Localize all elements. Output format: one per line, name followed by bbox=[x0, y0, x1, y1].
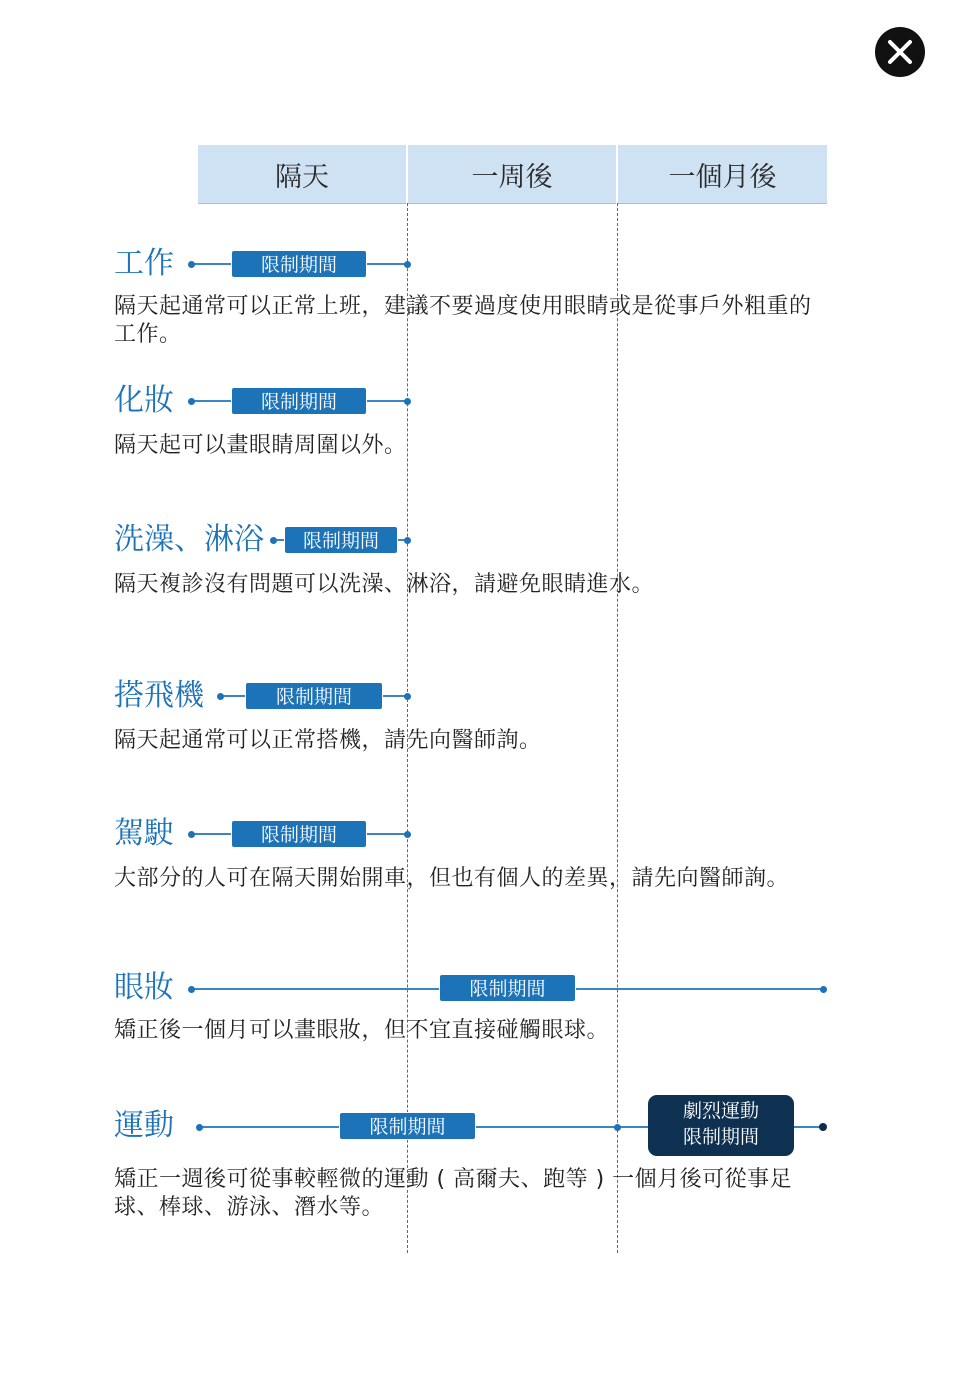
restriction-badge: 限制期間 bbox=[439, 974, 576, 1002]
timeline-mid-dot bbox=[614, 1124, 621, 1131]
column-header-one-week: 一周後 bbox=[408, 145, 616, 204]
row-title-flying: 搭飛機 bbox=[114, 678, 204, 713]
close-icon bbox=[875, 27, 925, 77]
strenuous-exercise-badge bbox=[648, 1095, 794, 1156]
row-title-driving: 駕駛 bbox=[114, 816, 174, 851]
row-description-work: 隔天起通常可以正常上班，建議不要過度使用眼睛或是從事戶外粗重的工作。 bbox=[114, 294, 812, 347]
row-description-driving: 大部分的人可在隔天開始開車，但也有個人的差異，請先向醫師詢。 bbox=[114, 866, 790, 891]
timeline-end-dot bbox=[404, 398, 411, 405]
column-header-one-month: 一個月後 bbox=[618, 145, 827, 204]
restriction-badge: 限制期間 bbox=[284, 526, 398, 554]
restriction-badge: 限制期間 bbox=[245, 682, 383, 710]
restriction-badge: 限制期間 bbox=[231, 387, 367, 415]
row-title-makeup: 化妝 bbox=[114, 383, 174, 418]
restriction-badge: 限制期間 bbox=[231, 820, 367, 848]
timeline-end-dot bbox=[404, 831, 411, 838]
row-description-bathing: 隔天複診沒有問題可以洗澡、淋浴，請避免眼睛進水。 bbox=[114, 572, 655, 597]
timeline-end-dot bbox=[404, 261, 411, 268]
column-header-next-day: 隔天 bbox=[198, 145, 406, 204]
row-title-bathing: 洗澡、淋浴 bbox=[114, 522, 264, 557]
row-title-work: 工作 bbox=[114, 246, 174, 281]
row-title-eye-makeup: 眼妝 bbox=[114, 970, 174, 1005]
timeline-end-dot bbox=[404, 693, 411, 700]
row-description-makeup: 隔天起可以畫眼睛周圍以外。 bbox=[114, 433, 407, 458]
timeline-start-dot bbox=[270, 537, 277, 544]
timeline-end-dot bbox=[819, 1123, 827, 1131]
timeline-end-dot bbox=[820, 986, 827, 993]
strenuous-exercise-label: 劇烈運動 bbox=[682, 1100, 759, 1122]
timeline-end-dot bbox=[404, 537, 411, 544]
timeline-start-dot bbox=[188, 986, 195, 993]
close-button[interactable] bbox=[875, 27, 925, 77]
timeline-start-dot bbox=[217, 693, 224, 700]
timeline-start-dot bbox=[196, 1124, 203, 1131]
row-title-exercise: 運動 bbox=[114, 1108, 174, 1143]
row-description-exercise: 矯正一週後可從事較輕微的運動 ( 高爾夫、跑等 ) 一個月後可從事足球、棒球、游泳、潛水等。 bbox=[114, 1167, 793, 1220]
timeline-start-dot bbox=[188, 398, 195, 405]
restriction-badge: 限制期間 bbox=[339, 1112, 476, 1140]
row-description-eye-makeup: 矯正後一個月可以畫眼妝，但不宜直接碰觸眼球。 bbox=[114, 1018, 610, 1043]
row-description-flying: 隔天起通常可以正常搭機，請先向醫師詢。 bbox=[114, 728, 542, 753]
restriction-badge: 限制期間 bbox=[231, 250, 367, 278]
timeline-start-dot bbox=[188, 831, 195, 838]
timeline-start-dot bbox=[188, 261, 195, 268]
strenuous-exercise-restriction-label: 限制期間 bbox=[682, 1126, 759, 1148]
